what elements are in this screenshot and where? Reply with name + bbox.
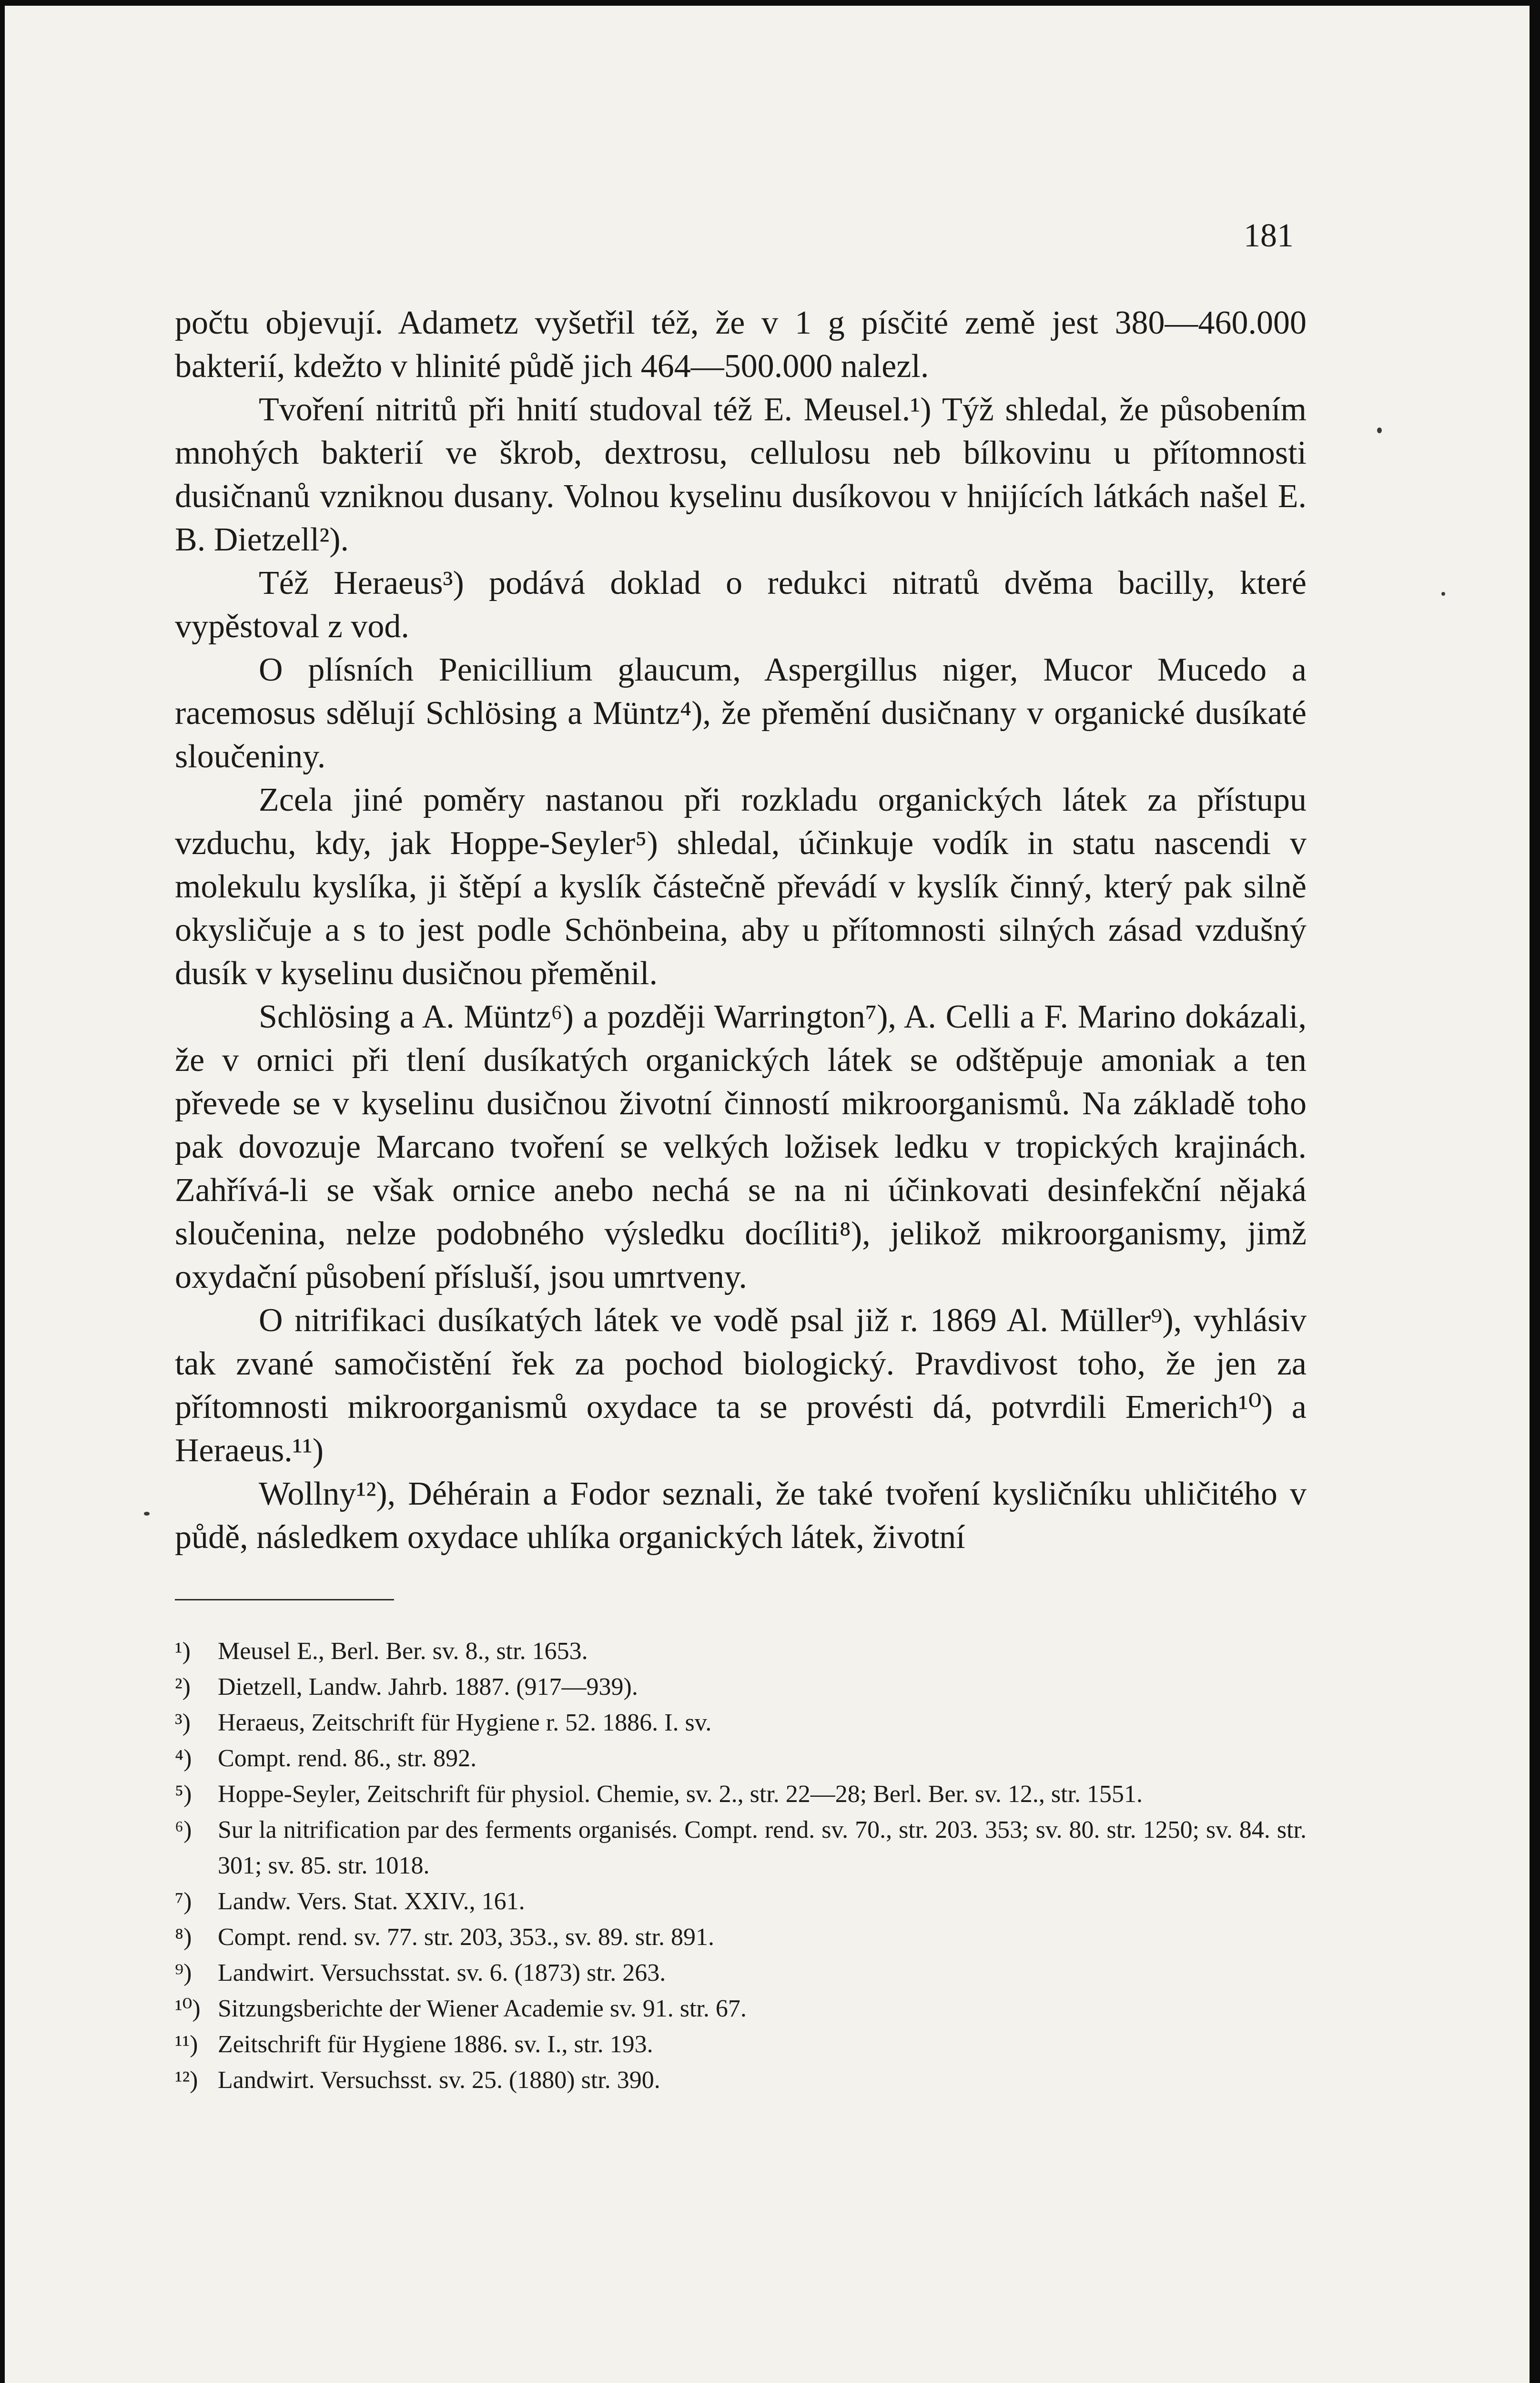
footnote bbox=[175, 1705, 1307, 1741]
book-page bbox=[5, 6, 1530, 2383]
footnote-text: Compt. rend. sv. 77. str. 203, 353., sv. 89. str. 891. bbox=[218, 1924, 714, 1951]
paragraph-5: Zcela jiné poměry nastanou při rozkladu organických látek za přístupu vzduchu, kdy, jak Hoppe-Seyler⁵) shledal, účinkuje vodík in statu nascendi v molekulu kyslíka, ji štěpí a kyslík částečně převádí v kyslík činný, který pak silně okysličuje a s to jest podle Schönbeina, aby u přítomnosti silných zásad vzdušný dusík v kyselinu dusičnou přeměnil. bbox=[175, 782, 1307, 992]
footnote-text: Heraeus, Zeitschrift für Hygiene r. 52. 1886. I. sv. bbox=[218, 1709, 712, 1736]
paragraph-8: Wollny¹²), Déhérain a Fodor seznali, že také tvoření kysličníku uhličitého v půdě, následkem oxydace uhlíka organických látek, životní bbox=[175, 1476, 1307, 1556]
footnote bbox=[175, 1741, 1307, 1776]
footnote-mark: ¹²) bbox=[175, 2067, 198, 2094]
footnote bbox=[175, 1919, 1307, 1955]
footnote-text: Landwirt. Versuchsstat. sv. 6. (1873) str. 263. bbox=[218, 1959, 666, 1986]
footnote-mark: ³) bbox=[175, 1709, 191, 1736]
footnote bbox=[175, 1633, 1307, 1669]
footnote-mark: ⁸) bbox=[175, 1924, 192, 1951]
footnote bbox=[175, 1776, 1307, 1812]
footnotes bbox=[175, 1633, 1307, 2098]
footnote-mark: ⁴) bbox=[175, 1745, 192, 1772]
footnote bbox=[175, 1884, 1307, 1919]
footnote bbox=[175, 2027, 1307, 2062]
footnote bbox=[175, 2062, 1307, 2098]
footnote-mark: ⁷) bbox=[175, 1888, 192, 1915]
paragraph-2: Tvoření nitritů při hnití studoval též E. Meusel.¹) Týž shledal, že působením mnohých bakterií ve škrob, dextrosu, cellulosu neb bílkovinu u přítomnosti dusičnanů vzniknou dusany. Volnou kyselinu dusíkovou v hnijících látkách našel E. B. Dietzell²). bbox=[175, 391, 1307, 558]
paragraph-4: O plísních Penicillium glaucum, Aspergillus niger, Mucor Mucedo a racemosus sdělují Schlösing a Müntz⁴), že přemění dusičnany v organické dusíkaté sloučeniny. bbox=[175, 652, 1307, 775]
paper-speck bbox=[144, 1512, 150, 1516]
footnote-text: Landwirt. Versuchsst. sv. 25. (1880) str. 390. bbox=[218, 2067, 660, 2094]
footnote-text: Hoppe-Seyler, Zeitschrift für physiol. Chemie, sv. 2., str. 22—28; Berl. Ber. sv. 12., str. 1551. bbox=[218, 1781, 1143, 1808]
body-text bbox=[175, 301, 1307, 1559]
footnote bbox=[175, 1955, 1307, 1991]
footnote-mark: ⁶) bbox=[175, 1816, 192, 1843]
footnote bbox=[175, 1812, 1307, 1884]
paragraph-3: Též Heraeus³) podává doklad o redukci nitratů dvěma bacilly, které vypěstoval z vod. bbox=[175, 565, 1307, 645]
footnote-text: Sur la nitrification par des ferments organisés. Compt. rend. sv. 70., str. 203. 353; sv. 80. str. 1250; sv. 84. str. 301; sv. 85. str. 1018. bbox=[218, 1816, 1307, 1879]
footnote bbox=[175, 1669, 1307, 1705]
paper-speck bbox=[1377, 428, 1382, 433]
footnote-text: Dietzell, Landw. Jahrb. 1887. (917—939). bbox=[218, 1673, 638, 1701]
footnote-mark: ¹¹) bbox=[175, 2031, 198, 2058]
footnote-mark: ¹⁰) bbox=[175, 1995, 201, 2022]
paragraph-6: Schlösing a A. Müntz⁶) a později Warrington⁷), A. Celli a F. Marino dokázali, že v ornici při tlení dusíkatých organických látek se odštěpuje amoniak a ten převede se v kyselinu dusičnou životní činností mikroorganismů. Na základě toho pak dovozuje Marcano tvoření se velkých ložisek ledku v tropických krajinách. Zahřívá-li se však ornice anebo nechá se na ni účinkovati desinfekční nějaká sloučenina, nelze podobného výsledku docíliti⁸), jelikož mikroorganismy, jimž oxydační působení přísluší, jsou umrtveny. bbox=[175, 998, 1307, 1295]
footnote bbox=[175, 1991, 1307, 2027]
paper-speck bbox=[1441, 592, 1445, 596]
paragraph-1: počtu objevují. Adametz vyšetřil též, že v 1 g písčité země jest 380—460.000 bakterií, kdežto v hlinité půdě jich 464—500.000 nalezl. bbox=[175, 305, 1307, 385]
footnote-text: Landw. Vers. Stat. XXIV., 161. bbox=[218, 1888, 525, 1915]
footnote-mark: ¹) bbox=[175, 1638, 191, 1665]
footnote-text: Sitzungsberichte der Wiener Academie sv. 91. str. 67. bbox=[218, 1995, 747, 2022]
footnote-mark: ⁹) bbox=[175, 1959, 192, 1986]
footnote-mark: ²) bbox=[175, 1673, 191, 1701]
paragraph-7: O nitrifikaci dusíkatých látek ve vodě psal již r. 1869 Al. Müller⁹), vyhlásiv tak zvané samočistění řek za pochod biologický. Pravdivost toho, že jen za přítomnosti mikroorganismů oxydace ta se provésti dá, potvrdili Emerich¹⁰) a Heraeus.¹¹) bbox=[175, 1302, 1307, 1469]
footnote-text: Meusel E., Berl. Ber. sv. 8., str. 1653. bbox=[218, 1638, 588, 1665]
page-number: 181 bbox=[1244, 217, 1294, 254]
footnote-text: Compt. rend. 86., str. 892. bbox=[218, 1745, 477, 1772]
footnote-text: Zeitschrift für Hygiene 1886. sv. I., str. 193. bbox=[218, 2031, 653, 2058]
footnote-divider bbox=[175, 1599, 394, 1600]
footnote-mark: ⁵) bbox=[175, 1781, 192, 1808]
